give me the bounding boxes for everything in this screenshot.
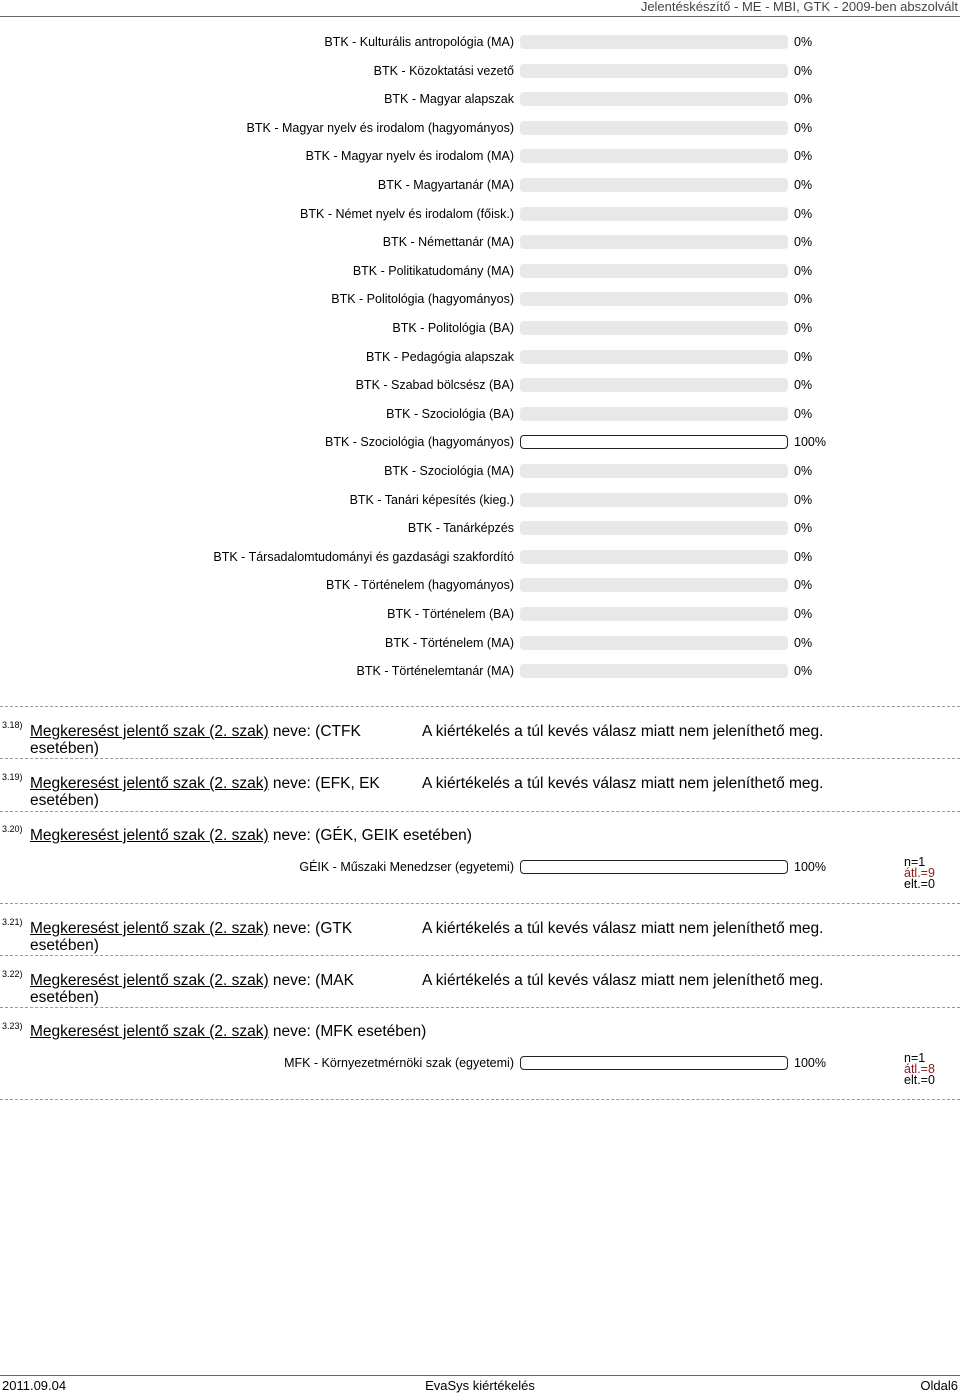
- bar-track: [520, 860, 788, 874]
- no-data-message: A kiértékelés a túl kevés válasz miatt nem jeleníthető meg.: [422, 920, 824, 937]
- bar-label: BTK - Némettanár (MA): [382, 235, 514, 250]
- bar-label: BTK - Politológia (BA): [392, 321, 514, 335]
- bar-label: BTK - Szociológia (MA): [384, 464, 514, 478]
- bar-row: [0, 605, 960, 623]
- separator: [0, 758, 960, 759]
- bar-row: [0, 519, 960, 537]
- question-number: 3.21): [2, 917, 23, 927]
- separator: [0, 903, 960, 904]
- question-number: 3.18): [2, 720, 23, 730]
- bar-row: [0, 262, 960, 280]
- bar-track: [520, 407, 788, 421]
- bar-percent: 0%: [794, 35, 813, 49]
- bar-percent: 0%: [794, 292, 813, 307]
- no-data-message: A kiértékelés a túl kevés válasz miatt nem jeleníthető meg.: [422, 723, 824, 740]
- question-title-underlined: Megkeresést jelentő szak (2. szak): [30, 827, 269, 844]
- bar-percent: 0%: [794, 492, 813, 507]
- separator: [0, 955, 960, 956]
- bar-percent: 0%: [794, 235, 813, 250]
- bar-track: [520, 121, 788, 135]
- bar-label: BTK - Kulturális antropológia (MA): [324, 35, 514, 49]
- bar-label: MFK - Környezetmérnöki szak (egyetemi): [284, 1056, 514, 1070]
- bar-row: [0, 634, 960, 652]
- bar-label: BTK - Magyar nyelv és irodalom (MA): [305, 149, 514, 164]
- bar-label: GÉIK - Műszaki Menedzser (egyetemi): [299, 860, 514, 874]
- bar-row: [0, 576, 960, 594]
- bar-row: [0, 433, 960, 451]
- bar-track: [520, 321, 788, 335]
- page-header-title: Jelentéskészítő - ME - MBI, GTK - 2009-ben abszolvált: [640, 0, 958, 14]
- question-title-rest: neve: (MAK esetében): [30, 972, 354, 1006]
- bar-row: [0, 62, 960, 80]
- bar-track: [520, 235, 788, 249]
- no-data-message: A kiértékelés a túl kevés válasz miatt nem jeleníthető meg.: [422, 972, 824, 989]
- question-number: 3.19): [2, 772, 23, 782]
- separator: [0, 706, 960, 707]
- bar-row: [0, 290, 960, 308]
- bar-label: BTK - Szociológia (BA): [386, 406, 514, 421]
- bar-track: [520, 264, 788, 278]
- bar-row: [0, 405, 960, 423]
- bar-track: [520, 578, 788, 592]
- bar-row: [0, 548, 960, 566]
- question-title: [30, 920, 400, 954]
- bar-percent: 0%: [794, 178, 813, 192]
- question-number: 3.20): [2, 824, 23, 834]
- bar-track: [520, 207, 788, 221]
- bar-percent: 100%: [794, 435, 826, 450]
- question-title: [30, 775, 400, 809]
- bar-label: BTK - Szociológia (hagyományos): [325, 435, 514, 450]
- footer-rule: [0, 1375, 960, 1376]
- question-title-underlined: Megkeresést jelentő szak (2. szak): [30, 920, 269, 937]
- separator: [0, 811, 960, 812]
- bar-row: [0, 119, 960, 137]
- bar-percent: 0%: [794, 664, 813, 679]
- bar-row: [0, 176, 960, 194]
- bar-row-mfk: [0, 1051, 960, 1072]
- no-data-message: A kiértékelés a túl kevés válasz miatt nem jeleníthető meg.: [422, 775, 824, 792]
- stats-block: [904, 857, 935, 890]
- bar-label: BTK - Történelemtanár (MA): [356, 664, 514, 679]
- question-title: [30, 1023, 426, 1040]
- bar-percent: 0%: [794, 549, 813, 564]
- footer-date: 2011.09.04: [2, 1378, 67, 1393]
- bar-percent: 0%: [794, 63, 813, 78]
- bar-track: [520, 378, 788, 392]
- bar-percent: 0%: [794, 263, 813, 278]
- bar-track: [520, 493, 788, 507]
- bar-label: BTK - Történelem (MA): [385, 635, 514, 650]
- question-title-underlined: Megkeresést jelentő szak (2. szak): [30, 775, 269, 792]
- question-title-underlined: Megkeresést jelentő szak (2. szak): [30, 1023, 269, 1040]
- bar-row: [0, 662, 960, 680]
- bar-percent: 0%: [794, 349, 813, 364]
- stat-n: n=1: [904, 1051, 926, 1065]
- bar-track: [520, 92, 788, 106]
- bar-track: [520, 64, 788, 78]
- bar-label: BTK - Történelem (BA): [387, 607, 514, 621]
- bar-track: [520, 464, 788, 478]
- bar-track: [520, 149, 788, 163]
- question-title-underlined: Megkeresést jelentő szak (2. szak): [30, 723, 269, 740]
- bar-row: [0, 233, 960, 251]
- stat-average: átl.=8: [904, 1062, 935, 1076]
- bar-label: BTK - Közoktatási vezető: [373, 63, 514, 78]
- question-title-rest: neve: (MFK esetében): [268, 1023, 427, 1040]
- bar-track: [520, 550, 788, 564]
- bar-label: BTK - Tanári képesítés (kieg.): [349, 492, 514, 507]
- bar-percent: 0%: [794, 92, 813, 107]
- bar-label: BTK - Politikatudomány (MA): [352, 263, 514, 278]
- bar-percent: 0%: [794, 464, 813, 478]
- bar-percent: 0%: [794, 635, 813, 650]
- bar-label: BTK - Pedagógia alapszak: [365, 349, 514, 364]
- bar-row: [0, 90, 960, 108]
- bar-percent: 0%: [794, 321, 813, 335]
- bar-track: [520, 292, 788, 306]
- question-title: [30, 723, 400, 757]
- bar-fill: [520, 860, 788, 874]
- bar-label: BTK - Tanárképzés: [407, 521, 514, 536]
- bar-track: [520, 435, 788, 449]
- question-title-rest: neve: (GÉK, GEIK esetében): [268, 827, 472, 844]
- bar-label: BTK - Német nyelv és irodalom (főisk.): [300, 206, 514, 221]
- bar-percent: 0%: [794, 406, 813, 421]
- bar-percent: 100%: [794, 860, 826, 874]
- bar-row-geik: [0, 855, 960, 876]
- bar-percent: 0%: [794, 206, 813, 221]
- bar-row: [0, 205, 960, 223]
- bar-percent: 0%: [794, 149, 813, 164]
- bar-fill: [520, 435, 788, 449]
- question-title: [30, 827, 472, 844]
- bar-track: [520, 636, 788, 650]
- bar-row: [0, 376, 960, 394]
- question-title-rest: neve: (EFK, EK esetében): [30, 775, 380, 809]
- bar-track: [520, 664, 788, 678]
- bar-label: BTK - Magyartanár (MA): [377, 178, 514, 192]
- bar-percent: 0%: [794, 521, 813, 536]
- bar-percent: 0%: [794, 578, 813, 593]
- bar-row: [0, 462, 960, 480]
- footer-page-number: Oldal6: [920, 1378, 958, 1393]
- bar-percent: 100%: [794, 1056, 826, 1070]
- header-rule: [0, 16, 960, 17]
- bar-track: [520, 178, 788, 192]
- bar-label: BTK - Magyar nyelv és irodalom (hagyományos): [246, 120, 514, 135]
- question-number: 3.22): [2, 969, 23, 979]
- bar-row: [0, 33, 960, 51]
- separator: [0, 1007, 960, 1008]
- bar-row: [0, 491, 960, 509]
- bar-label: BTK - Történelem (hagyományos): [325, 578, 514, 593]
- bar-percent: 0%: [794, 378, 813, 393]
- bar-track: [520, 35, 788, 49]
- bar-track: [520, 607, 788, 621]
- stat-average: átl.=9: [904, 866, 935, 880]
- bar-track: [520, 521, 788, 535]
- stat-deviation: elt.=0: [904, 1073, 935, 1087]
- bar-label: BTK - Politológia (hagyományos): [331, 292, 514, 307]
- bar-label: BTK - Társadalomtudományi és gazdasági szakfordító: [213, 549, 514, 564]
- bar-label: BTK - Magyar alapszak: [384, 92, 514, 107]
- bar-row: [0, 348, 960, 366]
- stat-n: n=1: [904, 855, 926, 869]
- bar-row: [0, 147, 960, 165]
- stat-deviation: elt.=0: [904, 877, 935, 891]
- bar-fill: [520, 1056, 788, 1070]
- bar-track: [520, 350, 788, 364]
- bar-track: [520, 1056, 788, 1070]
- footer-title: EvaSys kiértékelés: [425, 1378, 535, 1393]
- question-title-rest: neve: (GTK esetében): [30, 920, 353, 954]
- question-title: [30, 972, 400, 1006]
- question-number: 3.23): [2, 1021, 23, 1031]
- bar-row: [0, 319, 960, 337]
- question-title-rest: neve: (CTFK esetében): [30, 723, 361, 757]
- stats-block: [904, 1053, 935, 1086]
- bar-label: BTK - Szabad bölcsész (BA): [355, 378, 514, 393]
- question-title-underlined: Megkeresést jelentő szak (2. szak): [30, 972, 269, 989]
- bar-percent: 0%: [794, 607, 813, 621]
- bar-percent: 0%: [794, 120, 813, 135]
- separator: [0, 1099, 960, 1100]
